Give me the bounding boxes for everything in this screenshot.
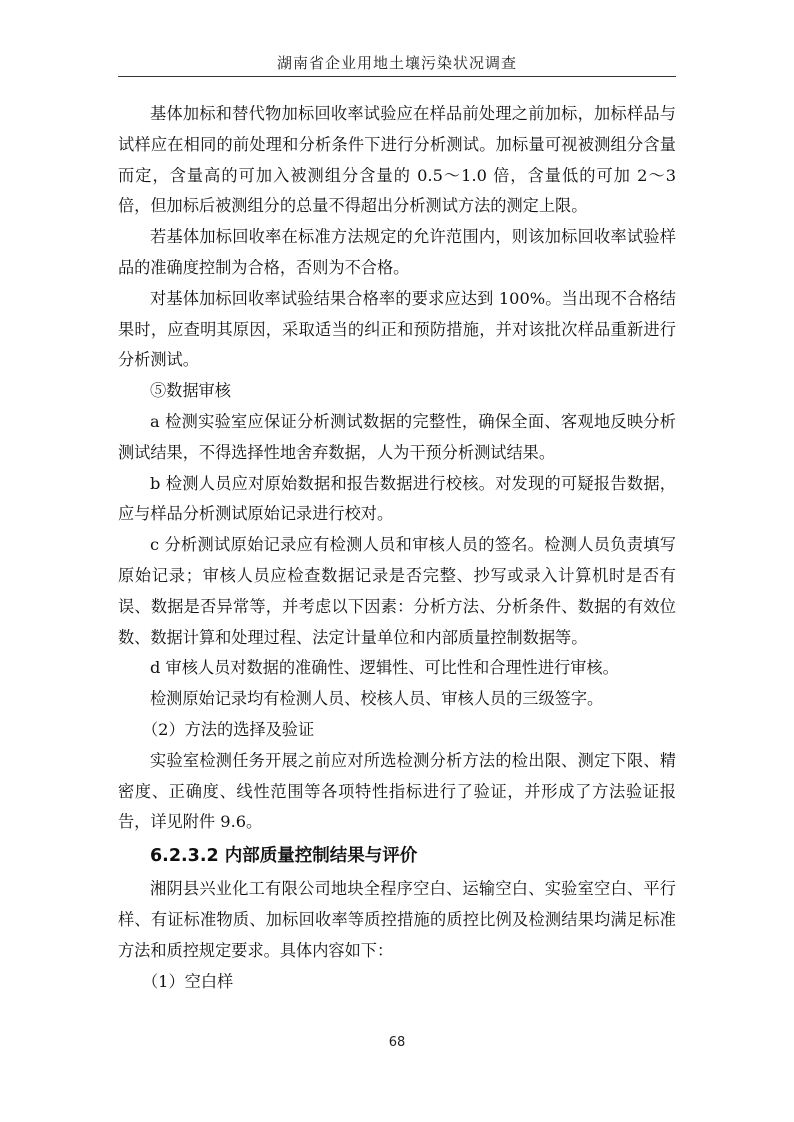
running-header: 湖南省企业用地土壤污染状况调查 (276, 54, 517, 72)
paragraph-signatures: 检测原始记录均有检测人员、校核人员、审核人员的三级签字。 (150, 689, 604, 709)
paragraph-method-selection-heading: （2）方法的选择及验证 (142, 719, 315, 739)
paragraph-blank-sample-heading: （1）空白样 (142, 971, 234, 991)
paragraph-review-item-a: a 检测实验室应保证分析测试数据的完整性，确保全面、客观地反映分析测试结果，不得选择性地舍弃数据，人为干预分析测试结果。 (118, 411, 676, 462)
paragraph-review-item-d: d 审核人员对数据的准确性、逻辑性、可比性和合理性进行审核。 (150, 658, 619, 678)
paragraph-pass-rate: 对基体加标回收率试验结果合格率的要求应达到 100%。当出现不合格结果时，应查明其原因，采取适当的纠正和预防措施，并对该批次样品重新进行分析测试。 (118, 288, 676, 370)
paragraph-qc-results: 湘阴县兴业化工有限公司地块全程序空白、运输空白、实验室空白、平行样、有证标准物质、加标回收率等质控措施的质控比例及检测结果均满足标准方法和质控规定要求。具体内容如下： (118, 879, 676, 960)
page-number: 68 (388, 1035, 406, 1050)
paragraph-recovery-acceptance: 若基体加标回收率在标准方法规定的允许范围内，则该加标回收率试验样品的准确度控制为合格，否则为不合格。 (118, 227, 676, 277)
paragraph-method-validation: 实验室检测任务开展之前应对所选检测分析方法的检出限、测定下限、精密度、正确度、线性范围等各项特性指标进行了验证，并形成了方法验证报告，详见附件 9.6。 (118, 750, 676, 832)
header-divider (118, 76, 676, 77)
paragraph-review-item-b: b 检测人员应对原始数据和报告数据进行校核。对发现的可疑报告数据，应与样品分析测试原始记录进行校对。 (118, 473, 676, 524)
paragraph-spike-recovery-method: 基体加标和替代物加标回收率试验应在样品前处理之前加标，加标样品与试样应在相同的前处理和分析条件下进行分析测试。加标量可视被测组分含量而定，含量高的可加入被测组分含量的 0.5～1.0 倍，含量低的可加 2～3 倍，但加标后被测组分的总量不得超出分析测试方法的测定上限。 (118, 104, 676, 216)
paragraph-data-review-heading: ⑤数据审核 (150, 381, 231, 401)
section-heading: 6.2.3.2 内部质量控制结果与评价 (150, 846, 418, 867)
document-body (118, 99, 676, 997)
paragraph-review-item-c: c 分析测试原始记录应有检测人员和审核人员的签名。检测人员负责填写原始记录；审核人员应检查数据记录是否完整、抄写或录入计算机时是否有误、数据是否异常等，并考虑以下因素：分析方法、分析条件、数据的有效位数、数据计算和处理过程、法定计量单位和内部质量控制数据等。 (118, 535, 676, 647)
